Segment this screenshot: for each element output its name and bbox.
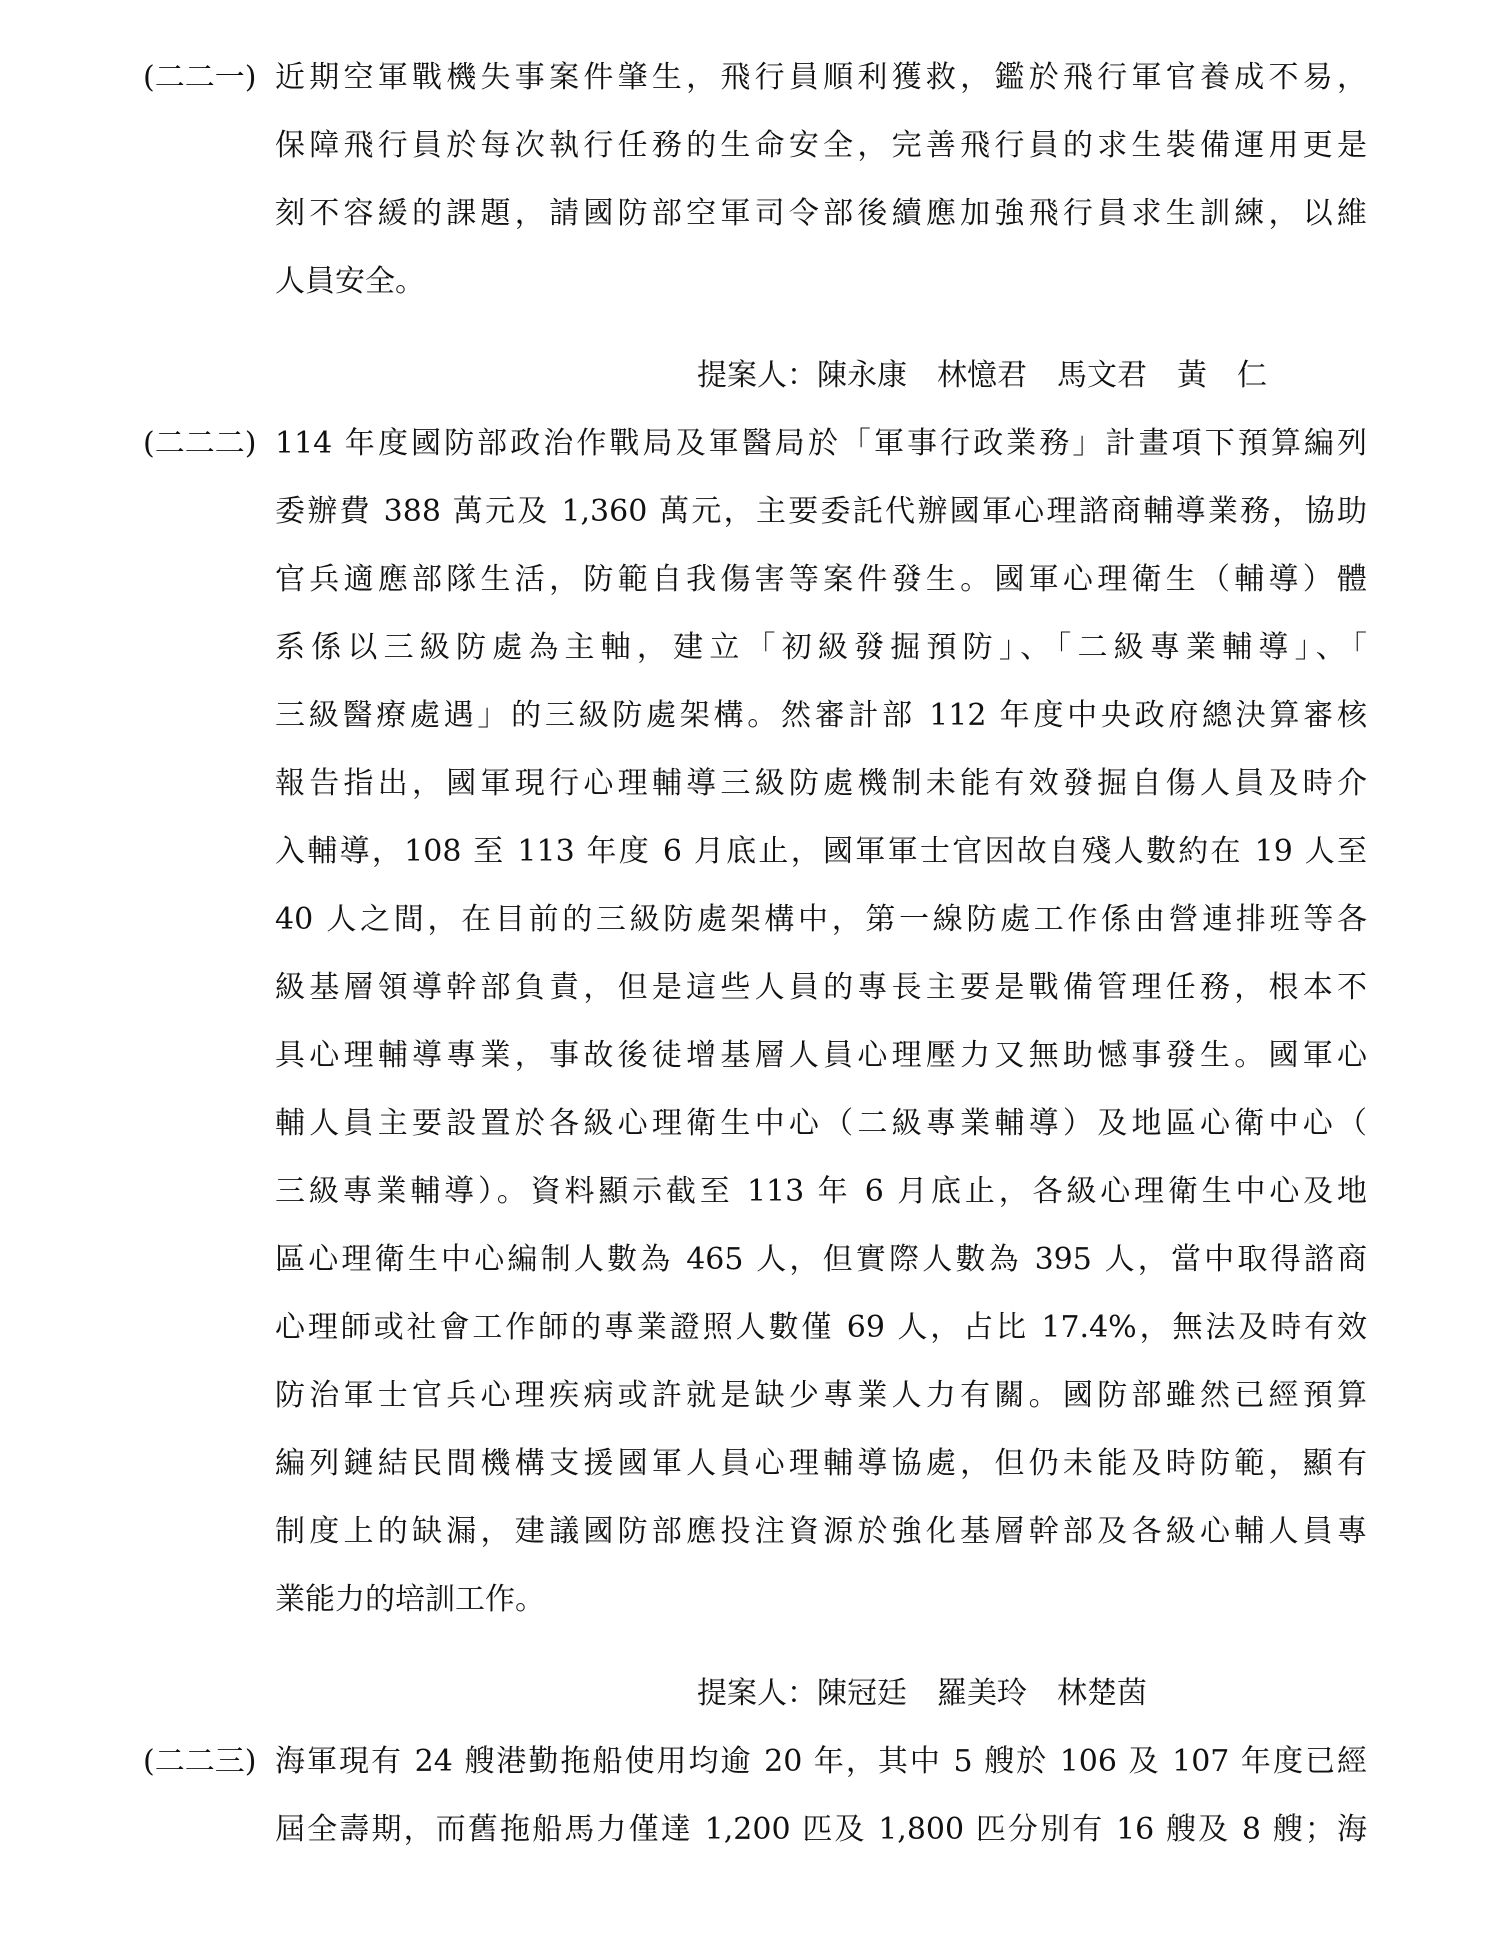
motion-text-line: 入輔導，108 至 113 年度 6 月底止，國軍軍士官因故自殘人數約在 19 人至	[275, 834, 1367, 869]
motion-text-line: 級基層領導幹部負責，但是這些人員的專長主要是戰備管理任務，根本不	[275, 970, 1367, 1005]
motion-text-line: 近期空軍戰機失事案件肇生，飛行員順利獲救，鑑於飛行軍官養成不易，	[275, 60, 1367, 95]
motion-number: (二二三)	[143, 1744, 257, 1779]
motion-text-line: 保障飛行員於每次執行任務的生命安全，完善飛行員的求生裝備運用更是	[275, 128, 1367, 163]
motion-text-line: 制度上的缺漏，建議國防部應投注資源於強化基層幹部及各級心輔人員專	[275, 1514, 1367, 1549]
motion-text-line: 編列鏈結民間機構支援國軍人員心理輔導協處，但仍未能及時防範，顯有	[275, 1446, 1367, 1481]
motion-text-line: 114 年度國防部政治作戰局及軍醫局於「軍事行政業務」計畫項下預算編列	[275, 426, 1367, 461]
motion-text-line: 輔人員主要設置於各級心理衛生中心（二級專業輔導）及地區心衛中心（	[275, 1106, 1367, 1141]
motion-text-line: 心理師或社會工作師的專業證照人數僅 69 人，占比 17.4%，無法及時有效	[275, 1310, 1367, 1345]
motion-text-line: 具心理輔導專業，事故後徒增基層人員心理壓力又無助憾事發生。國軍心	[275, 1038, 1367, 1073]
motion-text-line: 委辦費 388 萬元及 1,360 萬元，主要委託代辦國軍心理諮商輔導業務，協助	[275, 494, 1367, 529]
motion-text-line: 防治軍士官兵心理疾病或許就是缺少專業人力有關。國防部雖然已經預算	[275, 1378, 1367, 1413]
motion-text-line: 三級專業輔導）。資料顯示截至 113 年 6 月底止，各級心理衛生中心及地	[275, 1174, 1367, 1209]
motion-text-line: 刻不容緩的課題，請國防部空軍司令部後續應加強飛行員求生訓練，以維	[275, 196, 1367, 231]
motion-text-line: 報告指出，國軍現行心理輔導三級防處機制未能有效發掘自傷人員及時介	[275, 766, 1367, 801]
motion-text-line: 人員安全。	[275, 264, 425, 299]
motion-text-line: 三級醫療處遇」的三級防處架構。然審計部 112 年度中央政府總決算審核	[275, 698, 1367, 733]
motion-text-line: 業能力的培訓工作。	[275, 1582, 545, 1617]
motion-number: (二二一)	[143, 60, 257, 95]
motion-number: (二二二)	[143, 426, 257, 461]
motion-text-line: 屆全壽期，而舊拖船馬力僅達 1,200 匹及 1,800 匹分別有 16 艘及 8 艘；海	[275, 1812, 1367, 1847]
motion-proposer: 提案人：陳冠廷 羅美玲 林楚茵	[697, 1676, 1147, 1711]
motion-proposer: 提案人：陳永康 林憶君 馬文君 黃 仁	[697, 358, 1267, 393]
motion-text-line: 40 人之間，在目前的三級防處架構中，第一線防處工作係由營連排班等各	[275, 902, 1367, 937]
motion-text-line: 官兵適應部隊生活，防範自我傷害等案件發生。國軍心理衛生（輔導）體	[275, 562, 1367, 597]
motion-text-line: 海軍現有 24 艘港勤拖船使用均逾 20 年，其中 5 艘於 106 及 107 年度已經	[275, 1744, 1367, 1779]
motion-text-line: 區心理衛生中心編制人數為 465 人，但實際人數為 395 人，當中取得諮商	[275, 1242, 1367, 1277]
motion-text-line: 系係以三級防處為主軸，建立「初級發掘預防」、「二級專業輔導」、「	[275, 630, 1367, 665]
